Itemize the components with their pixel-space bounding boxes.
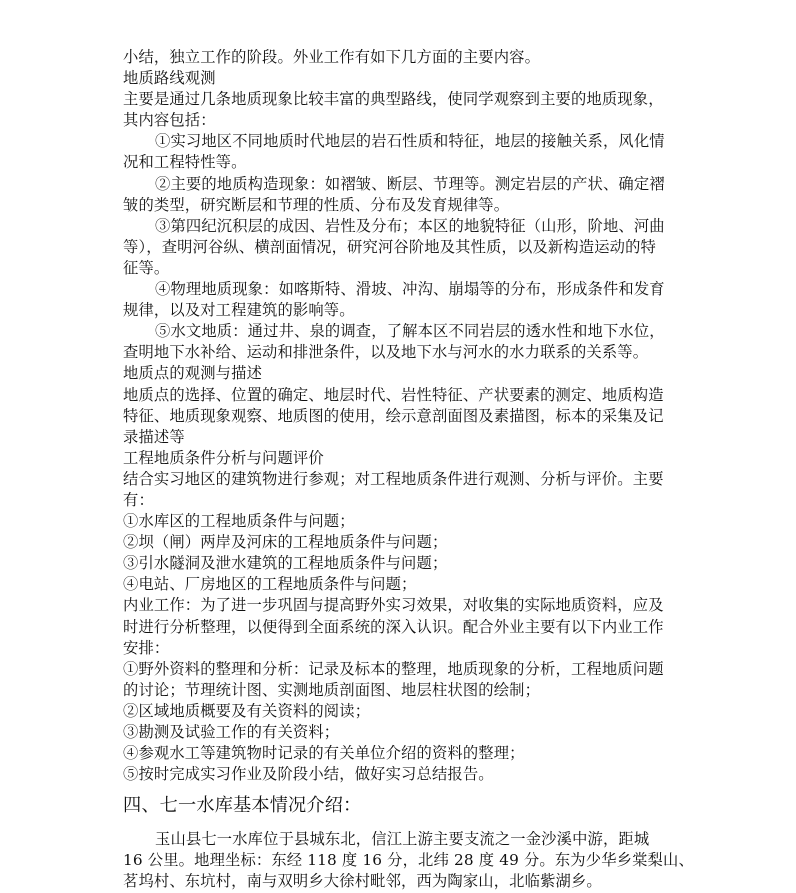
text-line: 玉山县七一水库位于县城东北，信江上游主要支流之一金沙溪中游，距城 [155, 830, 650, 849]
text-line: 安排： [123, 638, 170, 657]
text-line: 地质点的观测与描述 [123, 364, 263, 383]
body-text-block [123, 47, 679, 785]
document-page [123, 47, 694, 893]
text-line: 等），查明河谷纵、横剖面情况，研究河谷阶地及其性质，以及新构造运动的特 [123, 237, 656, 256]
text-line: 主要是通过几条地质现象比较丰富的典型路线，使同学观察到主要的地质现象， [123, 90, 664, 109]
text-line: ⑤按时完成实习作业及阶段小结，做好实习总结报告。 [123, 765, 494, 784]
text-line: ②主要的地质构造现象：如褶皱、断层、节理等。测定岩层的产状、确定褶 [155, 174, 665, 193]
text-line: ①水库区的工程地质条件与问题； [123, 512, 355, 531]
text-line: 有： [123, 490, 154, 509]
text-line: 内业工作：为了进一步巩固与提高野外实习效果，对收集的实际地质资料，应及 [123, 596, 664, 615]
text-line: 工程地质条件分析与问题评价 [123, 448, 324, 467]
text-line: 规律，以及对工程建筑的影响等。 [123, 301, 355, 320]
text-line: 时进行分析整理，以便得到全面系统的深入认识。配合外业主要有以下内业工作 [123, 617, 664, 636]
text-line: ①野外资料的整理和分析：记录及标本的整理，地质现象的分析，工程地质问题 [123, 659, 664, 678]
text-line: ③第四纪沉积层的成因、岩性及分布；本区的地貌特征（山形，阶地、河曲 [155, 216, 665, 235]
text-line: ①实习地区不同地质时代地层的岩石性质和特征，地层的接触关系，风化情 [155, 132, 665, 151]
text-line: 地质路线观测 [123, 69, 216, 88]
text-line: ③勘测及试验工作的有关资料； [123, 723, 340, 741]
text-line: 茗坞村、东坑村，南与双明乡大徐村毗邻，西为陶家山，北临紫湖乡。 [123, 872, 602, 891]
text-line: 皱的类型，研究断层和节理的性质、分布及发育规律等。 [123, 195, 510, 214]
text-line: 16 公里。地理坐标：东经 118 度 16 分，北纬 28 度 49 分。东为少华乡棠梨山、 [123, 851, 694, 870]
text-line: 录描述等 [123, 427, 185, 446]
text-line: ②坝（闸）两岸及河床的工程地质条件与问题； [123, 533, 448, 552]
section-body-text-block [123, 829, 694, 892]
text-line: 小结，独立工作的阶段。外业工作有如下几方面的主要内容。 [123, 48, 541, 66]
text-line: 结合实习地区的建筑物进行参观；对工程地质条件进行观测、分析与评价。主要 [123, 469, 664, 488]
text-line: ②区域地质概要及有关资料的阅读； [123, 701, 371, 720]
text-line: 查明地下水补给、运动和排泄条件，以及地下水与河水的水力联系的关系等。 [123, 343, 649, 362]
section-heading: 四、七一水库基本情况介绍： [123, 795, 362, 817]
text-line: 征等。 [123, 258, 170, 277]
text-line: ③引水隧洞及泄水建筑的工程地质条件与问题； [123, 554, 448, 573]
text-line: ④参观水工等建筑物时记录的有关单位介绍的资料的整理； [123, 744, 525, 763]
text-line: 其内容包括： [123, 111, 216, 130]
text-line: ⑤水文地质：通过井、泉的调查，了解本区不同岩层的透水性和地下水位， [155, 322, 665, 341]
text-line: 的讨论；节理统计图、实测地质剖面图、地层柱状图的绘制； [123, 680, 541, 699]
text-line: 特征、地质现象观察、地质图的使用，绘示意剖面图及素描图，标本的采集及记 [123, 406, 664, 425]
text-line: ④电站、厂房地区的工程地质条件与问题； [123, 575, 417, 594]
text-line: 地质点的选择、位置的确定、地层时代、岩性特征、产状要素的测定、地质构造 [123, 385, 664, 404]
text-line: 况和工程特性等。 [123, 153, 247, 172]
text-line: ④物理地质现象：如喀斯特、滑坡、冲沟、崩塌等的分布，形成条件和发育 [155, 280, 665, 299]
